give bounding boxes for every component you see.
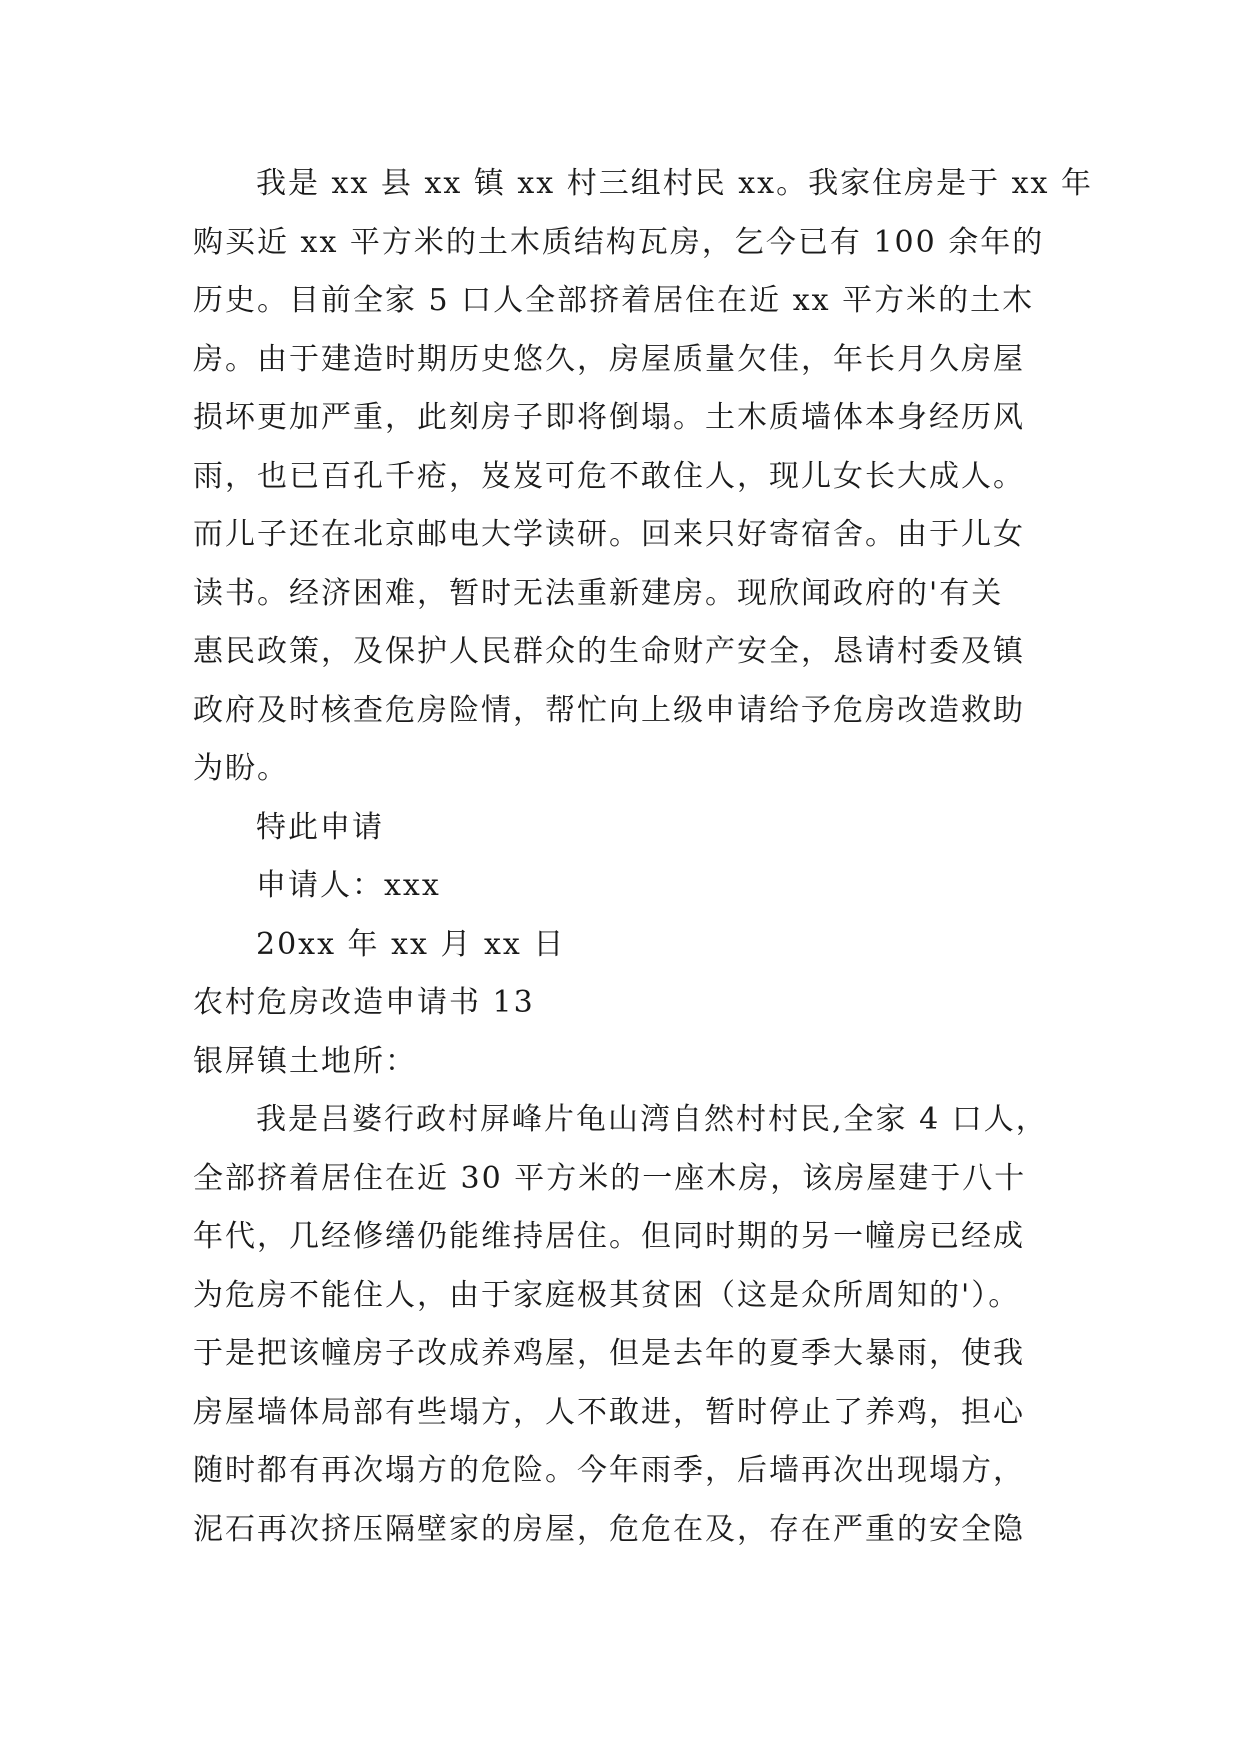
paragraph-application-1 (193, 155, 1094, 799)
paragraph-line: 全部挤着居住在近 30 平方米的一座木房，该房屋建于八十 (193, 1160, 1027, 1196)
paragraph-line: 为危房不能住人，由于家庭极其贫困（这是众所周知的'）。 (193, 1277, 1021, 1313)
paragraph-line: 年代，几经修缮仍能维持居住。但同时期的另一幢房已经成 (193, 1219, 1025, 1254)
paragraph-line: 为盼。 (193, 751, 289, 786)
paragraph-application-2 (193, 1091, 1063, 1559)
paragraph-line: 读书。经济困难，暂时无法重新建房。现欣闻政府的'有关 (193, 575, 1004, 611)
paragraph-line: 政府及时核查危房险情，帮忙向上级申请给予危房改造救助 (193, 692, 1025, 728)
paragraph-line: 购买近 xx 平方米的土木质结构瓦房，乞今已有 100 余年的 (193, 224, 1045, 260)
paragraph-line: 我是吕婆行政村屏峰片龟山湾自然村村民,全家 4 口人， (256, 1102, 1048, 1137)
paragraph-line: 于是把该幢房子改成养鸡屋，但是去年的夏季大暴雨，使我 (193, 1336, 1025, 1371)
paragraph-line: 惠民政策，及保护人民群众的生命财产安全，恳请村委及镇 (193, 634, 1025, 669)
applicant-signature: 申请人：xxx (256, 868, 441, 903)
paragraph-line: 泥石再次挤压隔壁家的房屋，危危在及，存在严重的安全隐 (193, 1511, 1025, 1547)
paragraph-line: 房。由于建造时期历史悠久，房屋质量欠佳，年长月久房屋 (193, 341, 1025, 377)
application-date: 20xx 年 xx 月 xx 日 (256, 926, 566, 962)
section-title: 农村危房改造申请书 13 (193, 985, 535, 1020)
closing-text: 特此申请 (256, 809, 384, 845)
paragraph-line: 损坏更加严重，此刻房子即将倒塌。土木质墙体本身经历风 (193, 400, 1025, 435)
document-page (193, 155, 1094, 1559)
paragraph-line: 随时都有再次塌方的危险。今年雨季，后墙再次出现塌方， (193, 1453, 1025, 1488)
paragraph-line: 而儿子还在北京邮电大学读研。回来只好寄宿舍。由于儿女 (193, 517, 1025, 552)
addressee: 银屏镇土地所： (193, 1043, 417, 1079)
paragraph-line: 我是 xx 县 xx 镇 xx 村三组村民 xx。我家住房是于 xx 年 (256, 166, 1094, 201)
paragraph-line: 历史。目前全家 5 口人全部挤着居住在近 xx 平方米的土木 (193, 283, 1035, 318)
paragraph-line: 雨，也已百孔千疮，岌岌可危不敢住人，现儿女长大成人。 (193, 458, 1025, 494)
paragraph-line: 房屋墙体局部有些塌方，人不敢进，暂时停止了养鸡，担心 (193, 1394, 1025, 1430)
